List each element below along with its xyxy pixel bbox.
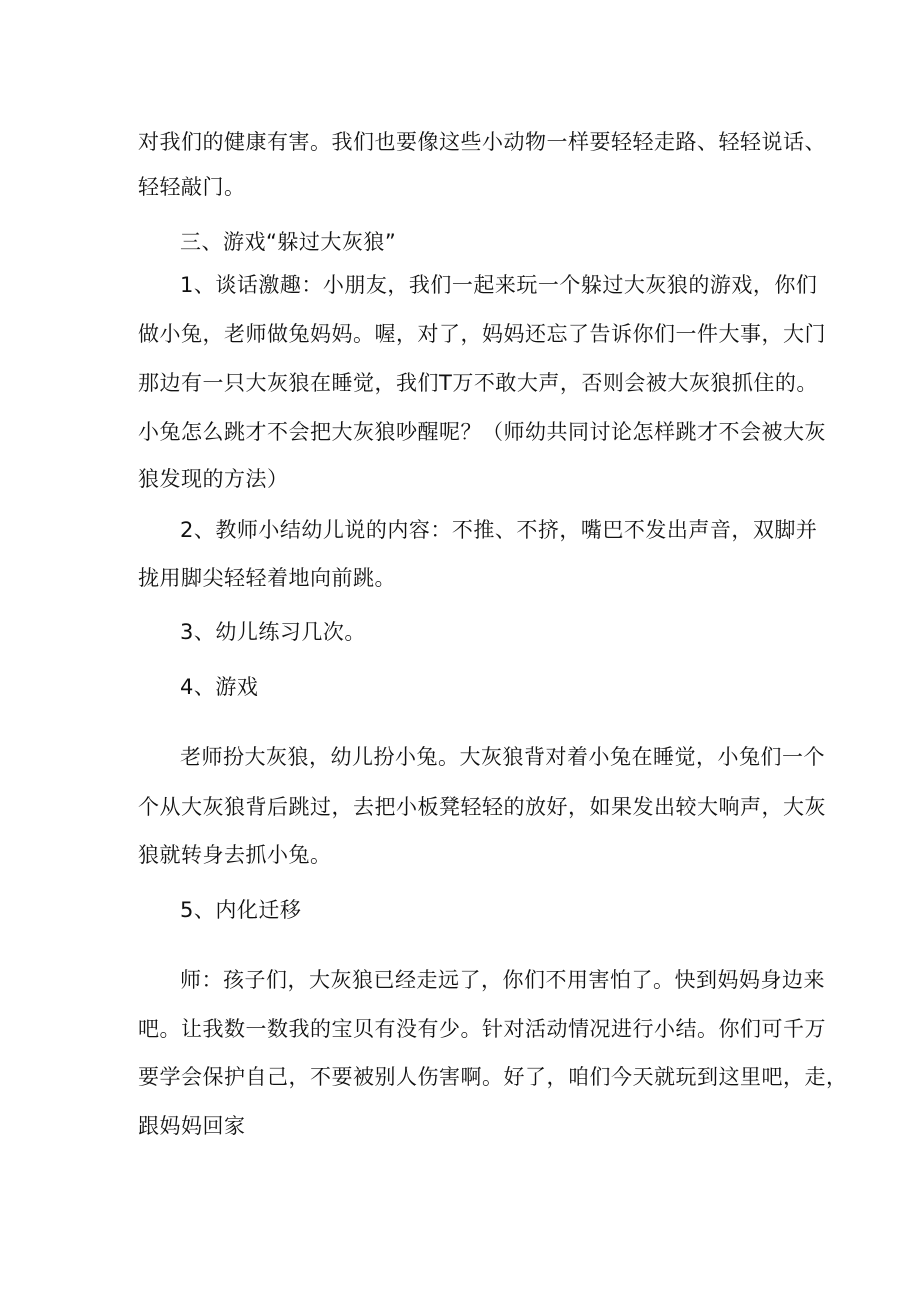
text-line: 轻轻敲门。 <box>138 175 246 199</box>
text-line: 1、谈话激趣：小朋友，我们一起来玩一个躲过大灰狼的游戏，你们 <box>180 273 818 297</box>
text-line: 对我们的健康有害。我们也要像这些小动物一样要轻轻走路、轻轻说话、 <box>138 130 826 154</box>
text-line: 跟妈妈回家 <box>138 1114 246 1138</box>
text-line: 拢用脚尖轻轻着地向前跳。 <box>138 566 396 590</box>
text-line: 狼就转身去抓小兔。 <box>138 843 332 867</box>
section-heading: 三、游戏“躲过大灰狼” <box>180 230 397 254</box>
text-line: 师：孩子们，大灰狼已经走远了，你们不用害怕了。快到妈妈身边来 <box>180 968 825 992</box>
text-line: 吧。让我数一数我的宝贝有没有少。针对活动情况进行小结。你们可千万 <box>138 1017 826 1041</box>
text-line: 个从大灰狼背后跳过，去把小板凳轻轻的放好，如果发出较大响声，大灰 <box>138 795 826 819</box>
text-line: 那边有一只大灰狼在睡觉，我们T万不敢大声，否则会被大灰狼抓住的。 <box>138 371 818 395</box>
section-heading: 5、内化迁移 <box>180 898 302 922</box>
text-line: 小兔怎么跳才不会把大灰狼吵醒呢？（师幼共同讨论怎样跳才不会被大灰 <box>138 420 826 444</box>
text-line: 3、幼儿练习几次。 <box>180 620 366 644</box>
text-line: 狼发现的方法） <box>138 467 289 491</box>
section-heading: 4、游戏 <box>180 675 259 699</box>
text-line: 要学会保护自己，不要被别人伤害啊。好了，咱们今天就玩到这里吧，走， <box>138 1065 848 1089</box>
text-line: 老师扮大灰狼，幼儿扮小兔。大灰狼背对着小兔在睡觉，小兔们一个 <box>180 745 825 769</box>
text-line: 2、教师小结幼儿说的内容：不推、不挤，嘴巴不发出声音，双脚并 <box>180 518 818 542</box>
text-line: 做小兔，老师做兔妈妈。喔，对了，妈妈还忘了告诉你们一件大事，大门 <box>138 322 826 346</box>
